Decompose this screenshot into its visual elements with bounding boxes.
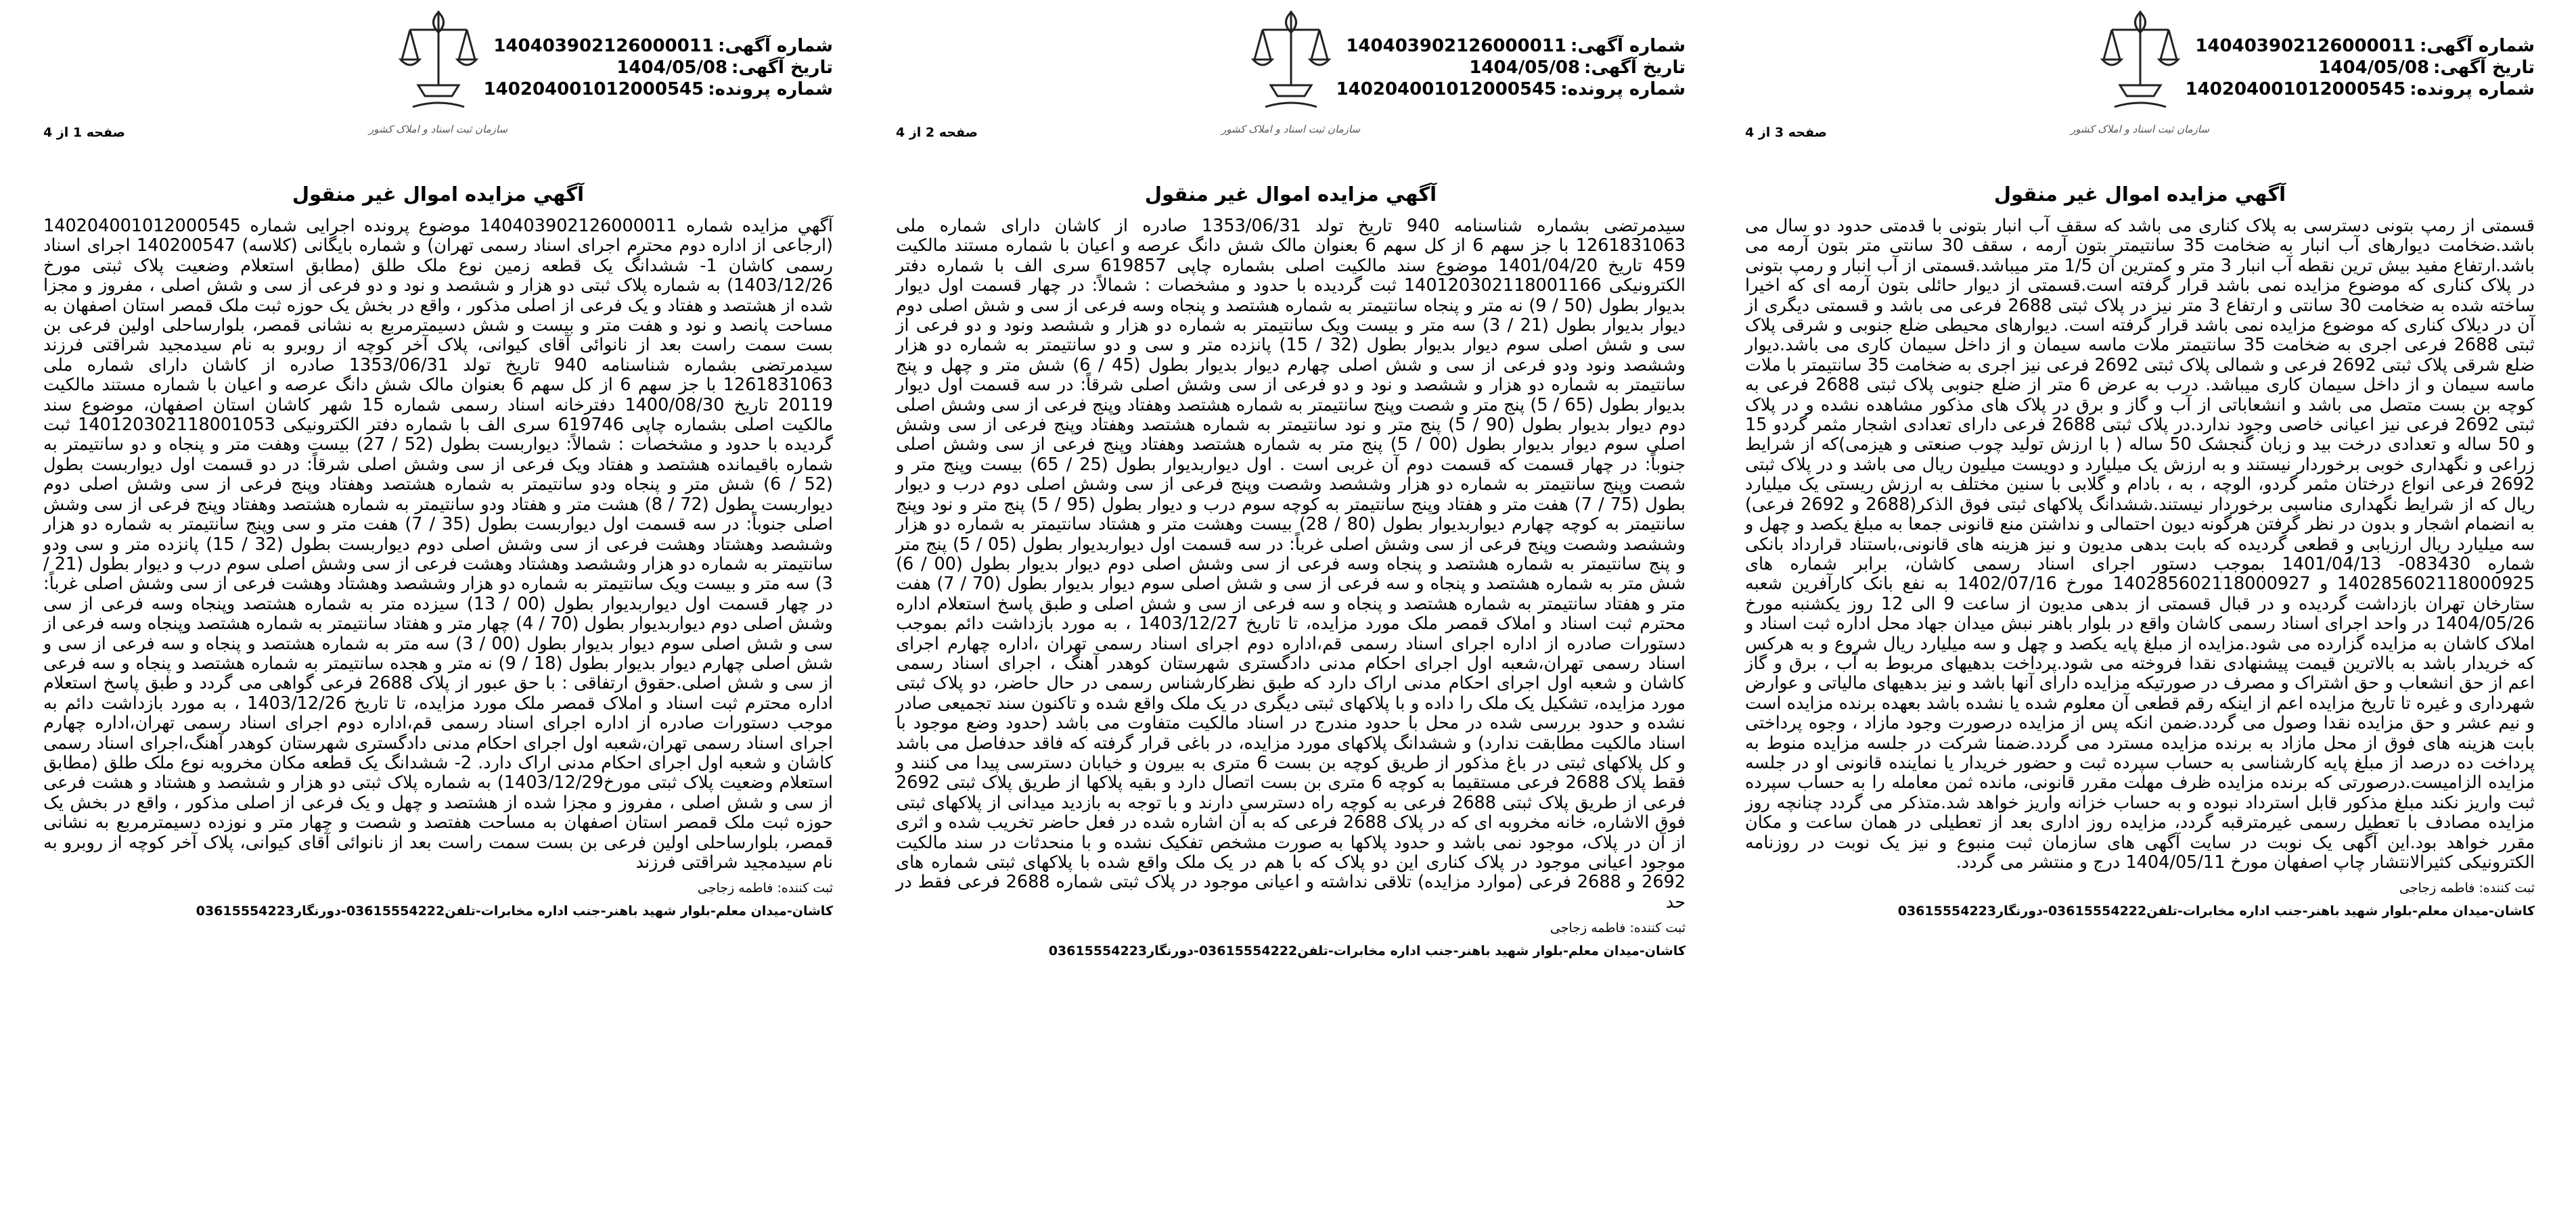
notice-title: آگهي مزايده اموال غير منقول xyxy=(1144,183,1437,206)
notice-date: 1404/05/08 xyxy=(1469,57,1581,78)
file-number: 140204001012000545 xyxy=(2185,79,2406,99)
notice-date-label: تاریخ آگهی: xyxy=(1584,57,1686,78)
notice-meta xyxy=(1336,35,1686,100)
notice-page-1 xyxy=(20,0,856,1227)
emblem-caption: سازمان ثبت اسناد و املاک کشور xyxy=(1221,123,1361,135)
notice-date-label: تاریخ آگهی: xyxy=(2433,57,2535,78)
notice-body xyxy=(43,216,833,873)
office-address: کاشان-میدان معلم-بلوار شهید باهنر-جنب اداره مخابرات-تلفن03615554222-دورنگار03615554223 xyxy=(1048,944,1686,959)
page-header xyxy=(1745,0,2535,169)
notice-date: 1404/05/08 xyxy=(2318,57,2430,78)
notice-page-2 xyxy=(873,0,1709,1227)
notice-meta xyxy=(2186,35,2535,100)
notice-number-label: شماره آگهی: xyxy=(2419,36,2535,56)
signer-line xyxy=(896,921,1686,935)
page-number: صفحه 1 از 4 xyxy=(43,125,126,140)
page-header xyxy=(896,0,1686,169)
notice-meta xyxy=(484,35,833,100)
judiciary-emblem-icon xyxy=(2100,5,2181,120)
file-number: 140204001012000545 xyxy=(483,79,704,99)
file-number-label: شماره پرونده: xyxy=(708,79,833,99)
notice-body xyxy=(1745,216,2535,873)
notice-body xyxy=(896,216,1686,912)
notice-number-label: شماره آگهی: xyxy=(717,36,833,56)
signer-name: فاطمه زجاجی xyxy=(697,881,773,896)
file-number-label: شماره پرونده: xyxy=(1560,79,1686,99)
signer-line xyxy=(1745,881,2535,896)
signer-label: ثبت کننده: xyxy=(2479,881,2535,896)
notice-number-label: شماره آگهی: xyxy=(1570,36,1686,56)
notice-title: آگهي مزايده اموال غير منقول xyxy=(1993,183,2286,206)
page-number: صفحه 2 از 4 xyxy=(896,125,978,140)
notice-date: 1404/05/08 xyxy=(616,57,728,78)
notice-number: 140403902126000011 xyxy=(493,36,714,56)
emblem-caption: سازمان ثبت اسناد و املاک کشور xyxy=(368,123,508,135)
judiciary-emblem-icon xyxy=(398,5,479,120)
notice-title: آگهي مزايده اموال غير منقول xyxy=(292,183,585,206)
notice-page-3 xyxy=(1722,0,2558,1227)
notice-number: 140403902126000011 xyxy=(2195,36,2416,56)
signer-label: ثبت کننده: xyxy=(777,881,833,896)
office-address: کاشان-میدان معلم-بلوار شهید باهنر-جنب اداره مخابرات-تلفن03615554222-دورنگار03615554223 xyxy=(196,904,833,919)
notice-paragraph: قسمتی از رمپ بتونی دسترسی به پلاک کناری می باشد که سقف آب انبار بتونی با قدمتی حدود دو سال می باشد.ضخامت دیوارهای آب انبار به ضخامت 35 سانتیمتر بتون آرمه ، سقف 30 سانتی متر بتون آرمه می باشد.ارتفاع مفید بیش ترین نقطه آب انبار 3 متر و کمترین آن 1/5 متر میباشد.قسمتی از آب انبار و رمپ بتونی در پلاک کناری که موضوع مزایده نمی باشد قرار گرفته است.قسمتی از دیوار حائلی بتون آرمه ای که اخیرا ساخته شده به ضخامت 30 سانتی و ارتفاع 3 متر نیز در پلاک ثبتی 2688 فرعی می باشد و قسمتی دیگری از آن در دیلاک کناری که موضوع مزایده نمی باشد قرار گرفته است. دیوارهای محیطی ضلع جنوبی و شرقی پلاک ثبتی 2688 فرعی اجری به ضخامت 35 سانتیمتر ملات ماسه سیمان و از داخل سیمان کاری می باشد.دیوار ضلع شرقی پلاک ثبتی 2692 فرعی و شمالی پلاک ثبتی 2692 فرعی نیز اجری به ضخامت 35 سانتیمتر با ملات ماسه سیمان و از داخل سیمان کاری میباشد. درب به عرض 6 متر از ضلع جنوبی پلاک ثبتی 2688 فرعی به کوچه بن بست متصل می باشد و انشعاباتی از آب و گاز و برق در پلاک های مذکور مشاهده نشده و در پلاک ثبتی 2692 فرعی نیز اعیانی خاصی وجود ندارد.در پلاک ثبتی 2688 فرعی دارای تعدادی اشجار مثمر گردو 15 و 50 ساله و تعدادی درخت بید و زبان گنجشک 50 ساله ( با ارزش تولید چوب صنعتی و هیزمی)که از شرایط زراعی و نگهداری خوبی برخوردار نیستند و به ارزش یک میلیارد و دویست میلیون ریال می باشد و در پلاک ثبتی 2692 فرعی انواع درختان مثمر گردو، الوچه ، به ، بادام و گلابی با سنین مختلف به ارزش ریستی یک میلیارد ریال که از شرایط نگهداری مناسبی برخوردار نیستند.ششدانگ پلاکهای ثبتی فوق الذکر(2688 و 2692 فرعی) به انضمام اشجار و بدون در نظر گرفتن هرگونه دیون احتمالی و نداشتن منع قانونی جمعا به مبلغ یکصد و چهل و سه میلیارد ریال ارزیابی و قطعی گردیده که بابت بدهی مدیون و نیز هزینه های قانونی،باستناد قرارداد بانکی شماره 083430- 1401/04/13 بموجب دستور اجرای اسناد رسمی کاشان، برابر شماره های 140285602118000925 و 140285602118000927 مورخ 1402/07/16 به نفع بانک کارآفرین شعبه ستارخان تهران بازداشت گردیده و در قبال قسمتی از بدهی مدیون از ساعت 9 الی 12 روز یکشنبه مورخ 1404/05/26 در واحد اجرای اسناد رسمی کاشان واقع در بلوار باهنر نبش میدان جهاد محل اداره ثبت اسناد و املاک کاشان به مزایده گزارده می شود.مزایده از مبلغ پایه یکصد و چهل و سه میلیارد ریال شروع و به هرکس که خریدار باشد به بالاترین قیمت پیشنهادی نقدا فروخته می شود.پرداخت بدهیهای مربوط به آب ، برق و گاز اعم از حق انشعاب و حق اشتراک و مصرف در صورتیکه مزایده دارای آنها باشد و نیز بدهیهای مالیاتی و عوارض شهرداری و غیره تا تاریخ مزایده اعم از اینکه رقم قطعی آن معلوم شده یا نشده باشد بعهده برنده مزایده است و نیم عشر و حق مزایده نقدا وصول می گردد.ضمن انکه پس از مزایده درصورت وجود مازاد ، وجوه پرداختی بابت هزینه های فوق از محل مازاد به برنده مزایده مسترد می گردد.ضمنا شرکت در جلسه مزایده منوط به پرداخت ده درصد از مبلغ پایه کارشناسی به حساب سپرده ثبت و حضور خریدار یا نماینده قانونی او در جلسه مزایده الزامیست.درصورتی که برنده مزایده ظرف مهلت مقرر قانونی، مانده ثمن معامله را به حساب سپرده ثبت واریز نکند مبلغ مذکور قابل استرداد نبوده و به حساب خزانه واریز خواهد شد.متذکر می گردد چنانچه روز مزایده مصادف با تعطیل رسمی غیرمترقبه گردد، مزایده روز اداری بعد از تعطیلی در همان ساعت و مکان مقرر خواهد بود.این آگهی یک نوبت در سایت آگهی های سازمان ثبت منبوع و نیز یک نوبت در روزنامه الکترونیکی کثیرالانتشار چاپ اصفهان مورخ 1404/05/11 درج و منتشر می گردد. xyxy=(1745,216,2535,873)
signer-name: فاطمه زجاجی xyxy=(2399,881,2475,896)
signer-line xyxy=(43,881,833,896)
page-header xyxy=(43,0,833,169)
notice-paragraph: آگهي مزايده شماره 140403902126000011 موضوع پرونده اجرایی شماره 140204001012000545 (ارجاعی از اداره دوم محترم اجرای اسناد رسمی تهران) و شماره بایگانی (کلاسه) 140200547 اجرای اسناد رسمی کاشان 1- ششدانگ یک قطعه زمین نوع ملک طلق (مطابق استعلام وضعیت پلاک ثبتی مورخ 1403/12/26) به شماره پلاک ثبتی دو هزار و ششصد و نود و دو فرعی از سی و شش اصلی ، مفروز و مجزا شده از هشتصد و هفتاد و یک فرعی از اصلی مذکور ، واقع در بخش یک حوزه ثبت ملک قمصر استان اصفهان به مساحت پانصد و نود و هفت متر و بیست و شش دسیمترمربع به نشانی قمصر، بلوارساحلی اولین فرعی بن بست سمت راست بعد از نانوائی آقای کیوانی، پلاک آخر کوچه از روبرو به نام سیدمجید شراقتی فرزند سیدمرتضی بشماره شناسنامه 940 تاریخ تولد 1353/06/31 صادره از کاشان دارای شماره ملی 1261831063 با جز سهم 6 از کل سهم 6 بعنوان مالک شش دانگ عرصه و اعیان با شماره مستند مالکیت 20119 تاریخ 1400/08/30 دفترخانه اسناد رسمی شماره 15 شهر کاشان استان اصفهان، موضوع سند مالکیت اصلی بشماره چاپی 619746 سری الف با شماره دفتر الکترونیکی 140120302118001053 ثبت گردیده با حدود و مشخصات : شمالاً: دیواربست بطول (52 / 27) بیست وهفت متر و پنجاه و دو سانتیمتر به شماره باقیمانده هشتصد و هفتاد ویک فرعی از سی وشش اصلی شرقاً: در دو قسمت اول دیواربست بطول (52 / 6) شش متر و پنجاه ودو سانتیمتر به شماره هشتصد وهفتاد وپنج فرعی از سی وشش اصلی دوم دیواربست بطول (72 / 8) هشت متر و هفتاد ودو سانتیمتر به شماره هشتصد وهفتاد وپنج فرعی از سی وشش اصلی جنوباً: در سه قسمت اول دیواربست بطول (35 / 7) هفت متر و سی وپنج سانتیمتر به شماره دو هزار وششصد وهشتاد وهشت فرعی از سی وشش اصلی دوم دیواربست بطول (32 / 15) پانزده متر و سی ودو سانتیمتر به شماره دو هزار وششصد وهشتاد وهشت فرعی از سی وشش اصلی سوم درب و دیوار بطول (21 / 3) سه متر و بیست ویک سانتیمتر به شماره دو هزار وششصد وهشتاد وهشت فرعی از سی وشش اصلی غرباً: در چهار قسمت اول دیواربدیوار بطول (00 / 13) سیزده متر به شماره هشتصد وپنجاه وسه فرعی از سی وشش اصلی دوم دیواربدیوار بطول (70 / 4) چهار متر و هفتاد سانتیمتر به شماره هشتصد وپنجاه وسه فرعی از سی و شش اصلی سوم دیوار بدیوار بطول (00 / 3) سه متر به شماره هشتصد و پنجاه و سه فرعی از سی و شش اصلی چهارم دیوار بدیوار بطول (18 / 9) نه متر و هجده سانتیمتر به شماره هشتصد و پنجاه و سه فرعی از سی و شش اصلی.حقوق ارتفاقی : با حق عبور از پلاک 2688 فرعی گواهی می گردد و طبق پاسخ استعلام اداره محترم ثبت اسناد و املاک قمصر ملک مورد مزایده، تا تاریخ 1403/12/26 ، به مورد بازداشت دائم به موجب دستورات صادره از اداره اجرای اسناد رسمی قم،اداره دوم اجرای اسناد رسمی تهران،اداره چهارم اجرای اسناد رسمی تهران،شعبه اول اجرای احکام مدنی دادگستری شهرستان کوهدر آهنگ،اجرای اسناد رسمی کاشان و شعبه اول اجرای احکام مدنی اراک دارد. 2- ششدانگ یک قطعه مکان مخروبه نوع ملک طلق (مطابق استعلام وضعیت پلاک ثبتی مورخ1403/12/29) به شماره پلاک ثبتی دو هزار و ششصد و هشتاد و هشت فرعی از سی و شش اصلی ، مفروز و مجزا شده از هشتصد و چهل و یک فرعی از اصلی مذکور ، واقع در بخش یک حوزه ثبت ملک قمصر استان اصفهان به مساحت هفتصد و شصت و چهار متر و نوزده دسیمترمربع به نشانی قمصر، بلوارساحلی اولین فرعی بن بست سمت راست بعد از نانوائی آقای کیوانی، پلاک آخر کوچه از روبرو به نام سیدمجید شراقتی فرزند xyxy=(43,216,834,873)
file-number: 140204001012000545 xyxy=(1336,79,1557,99)
signer-label: ثبت کننده: xyxy=(1629,921,1686,936)
office-address: کاشان-میدان معلم-بلوار شهید باهنر-جنب اداره مخابرات-تلفن03615554222-دورنگار03615554223 xyxy=(1897,904,2535,919)
emblem-caption: سازمان ثبت اسناد و املاک کشور xyxy=(2070,123,2210,135)
signer-name: فاطمه زجاجی xyxy=(1550,921,1626,936)
notice-date-label: تاریخ آگهی: xyxy=(731,57,833,78)
page-number: صفحه 3 از 4 xyxy=(1745,125,1828,140)
notice-number: 140403902126000011 xyxy=(1346,36,1566,56)
notice-paragraph: سیدمرتضی بشماره شناسنامه 940 تاریخ تولد 1353/06/31 صادره از کاشان دارای شماره ملی 1261831063 با جز سهم 6 از کل سهم 6 بعنوان مالک شش دانگ عرصه و اعیان با شماره مستند مالکیت 459 تاریخ 1401/04/20 موضوع سند مالکیت اصلی بشماره چاپی 619857 سری الف با شماره دفتر الکترونیکی 140120302118001166 ثبت گردیده با حدود و مشخصات : شمالاً: در چهار قسمت اول دیوار بدیوار بطول (50 / 9) نه متر و پنجاه سانتیمتر به شماره هشتصد و پنجاه وسه فرعی از سی و شش اصلی دوم دیوار بدیوار بطول (21 / 3) سه متر و بیست ویک سانتیمتر به شماره دو هزار و ششصد ونود و دو فرعی از سی و شش اصلی سوم دیوار بدیوار بطول (32 / 15) پانزده متر و سی و دو سانتیمتر به شماره دو هزار وششصد ونود ودو فرعی از سی و شش اصلی چهارم دیوار بدیوار بطول (45 / 6) شش متر و چهل و پنج سانتیمتر به شماره دو هزار و ششصد و نود و دو فرعی از سی وشش اصلی شرقاً: در سه قسمت اول دیوار بدیوار بطول (65 / 5) پنج متر و شصت وپنج سانتیمتر به شماره هشتصد وهفتاد وپنج فرعی از سی وشش اصلی دوم دیوار بدیوار بطول (90 / 5) پنج متر و نود سانتیمتر به شماره هشتصد وهفتاد وپنج فرعی از سی وشش اصلی سوم دیوار بدیوار بطول (00 / 5) پنج متر به شماره هشتصد وهفتاد وپنج فرعی از سی وشش اصلی جنوباً: در چهار قسمت که قسمت دوم آن غربی است . اول دیواربدیوار بطول (25 / 65) بیست وپنج متر و شصت وپنج سانتیمتر به شماره دو هزار وششصد وشصت وپنج فرعی از سی وشش اصلی دوم درب و دیوار بطول (75 / 7) هفت متر و هفتاد وپنج سانتیمتر به کوچه سوم درب و دیوار بطول (95 / 5) پنج متر و نود وپنج سانتیمتر به کوچه چهارم دیواربدیوار بطول (80 / 28) بیست وهشت متر و هشتاد سانتیمتر به شماره دو هزار وششصد وشصت وپنج فرعی از سی وشش اصلی غرباً: در سه قسمت اول دیواربدیوار بطول (05 / 5) پنج متر و پنج سانتیمتر به شماره هشتصد و پنجاه وسه فرعی از سی وشش اصلی دوم دیوار بدیوار بطول (00 / 6) شش متر به شماره هشتصد و پنجاه و سه فرعی از سی و شش اصلی سوم دیوار بدیوار بطول (70 / 7) هفت متر و هفتاد سانتیمتر به شماره هشتصد و پنجاه و سه فرعی از سی و شش اصلی و طبق پاسخ استعلام اداره محترم ثبت اسناد و املاک قمصر ملک مورد مزایده، تا تاریخ 1403/12/27 ، به مورد بازداشت دائم بموجب دستورات صادره از اداره اجرای اسناد رسمی قم،اداره دوم اجرای اسناد رسمی تهران ،اداره چهارم اجرای اسناد رسمی تهران،شعبه اول اجرای احکام مدنی دادگستری شهرستان کوهدر آهنگ ، اجرای اسناد رسمی کاشان و شعبه اول اجرای احکام مدنی اراک دارد که طبق نظرکارشناس رسمی در حال حاضر، دو پلاک ثبتی مورد مزایده، تشکیل یک ملک را داده و با پلاکهای ثبتی دیگری در یک ملک واقع شده و تاکنون سند تجمیعی صادر نشده و حدود بررسی شده در محل با حدود مندرج در اسناد مالکیت متفاوت می باشد (حدود وضع موجود با اسناد مالکیت مطابقت ندارد) و ششدانگ پلاکهای مورد مزایده، در باغی قرار گرفته که فاقد حدفاصل می باشد و کل پلاکهای ثبتی در باغ مذکور از طریق کوچه بن بست 6 متری به بیرون و خیابان دسترسی پیدا می کنند و فقط پلاک 2688 فرعی مستقیما به کوچه 6 متری بن بست اتصال دارد و بقیه پلاکها از طریق پلاک ثبتی 2692 فرعی از طریق پلاک ثبتی 2688 فرعی به کوچه راه دسترسی دارند و با توجه به بازدید میدانی از پلاکهای ثبتی فوق الاشاره، خانه مخروبه ای که در پلاک 2688 فرعی که به آن اشاره شده در فعل حاضر تخریب شده و اثری از آن در پلاک، موجود نمی باشد و حدود پلاکها به صورت مشخص تفکیک نشده و با منحدثات در سند مالکیت موجود اعیانی موجود در پلاک کناری این دو پلاک که با هم در یک ملک واقع شده با پلاکهای ثبتی شماره های 2692 و 2688 فرعی (موارد مزایده) تلاقی نداشته و اعیانی موجود در پلاک ثبتی شماره 2688 فرعی فقط در حد xyxy=(896,216,1686,912)
file-number-label: شماره پرونده: xyxy=(2410,79,2535,99)
judiciary-emblem-icon xyxy=(1250,5,1332,120)
